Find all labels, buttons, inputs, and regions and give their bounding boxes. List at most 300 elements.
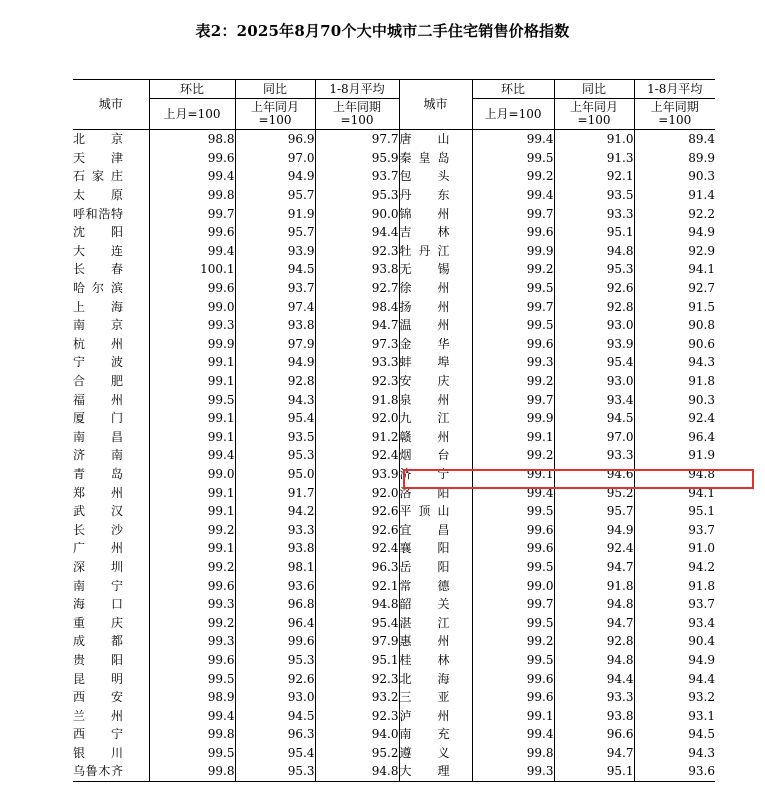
city-cell — [73, 539, 149, 558]
table-row — [73, 502, 715, 521]
mom-cell: 99.6 — [149, 223, 235, 242]
table-row — [73, 353, 715, 372]
yoy-cell: 93.3 — [235, 520, 315, 539]
mom-cell: 99.1 — [149, 502, 235, 521]
mom-cell: 99.1 — [149, 483, 235, 502]
city-cell — [399, 428, 472, 447]
table-row — [73, 558, 715, 577]
table-row — [73, 149, 715, 168]
city-name: 宜昌 — [399, 522, 450, 537]
mom-cell: 99.2 — [149, 613, 235, 632]
yoy-cell: 93.9 — [235, 242, 315, 261]
avg-cell: 91.8 — [634, 576, 715, 595]
table-row — [73, 130, 715, 149]
header-city: 城市 — [73, 80, 149, 130]
table-row — [73, 725, 715, 744]
header-mom-base-2: 上月=100 — [472, 99, 554, 130]
mom-cell: 99.5 — [472, 613, 554, 632]
yoy-cell: 96.3 — [235, 725, 315, 744]
mom-cell: 99.1 — [149, 409, 235, 428]
avg-cell: 94.8 — [315, 762, 399, 781]
yoy-cell: 93.5 — [554, 186, 634, 205]
city-cell — [73, 149, 149, 168]
city-cell — [73, 706, 149, 725]
avg-cell: 95.1 — [315, 651, 399, 670]
city-cell — [399, 762, 472, 781]
city-name: 北京 — [73, 132, 123, 147]
yoy-cell: 93.7 — [235, 279, 315, 298]
mom-cell: 99.3 — [149, 316, 235, 335]
yoy-cell: 95.3 — [235, 762, 315, 781]
yoy-cell: 93.0 — [554, 372, 634, 391]
city-name: 南宁 — [73, 578, 123, 593]
city-cell — [73, 744, 149, 763]
city-cell — [399, 595, 472, 614]
city-name: 牡丹江 — [399, 243, 450, 258]
city-cell — [399, 390, 472, 409]
mom-cell: 99.3 — [149, 632, 235, 651]
mom-cell: 99.3 — [472, 762, 554, 781]
city-name: 惠州 — [399, 634, 450, 649]
yoy-cell: 95.2 — [554, 483, 634, 502]
mom-cell: 99.1 — [149, 353, 235, 372]
mom-cell: 99.9 — [472, 409, 554, 428]
city-name: 三亚 — [399, 690, 450, 705]
yoy-cell: 94.7 — [554, 744, 634, 763]
yoy-cell: 93.3 — [554, 204, 634, 223]
yoy-cell: 95.1 — [554, 223, 634, 242]
table-title: 表2：2025年8月70个大中城市二手住宅销售价格指数 — [195, 22, 570, 40]
city-name: 西安 — [73, 690, 123, 705]
yoy-cell: 95.0 — [235, 465, 315, 484]
mom-cell: 99.2 — [472, 372, 554, 391]
avg-cell: 93.8 — [315, 260, 399, 279]
city-name: 长春 — [73, 262, 123, 277]
city-name: 上海 — [73, 299, 123, 314]
city-cell — [399, 353, 472, 372]
yoy-cell: 92.4 — [554, 539, 634, 558]
city-cell — [73, 613, 149, 632]
table-row — [73, 316, 715, 335]
mom-cell: 99.4 — [472, 483, 554, 502]
mom-cell: 99.5 — [472, 149, 554, 168]
header-mom: 环比 — [149, 80, 235, 99]
avg-cell: 95.4 — [315, 613, 399, 632]
avg-cell: 92.1 — [315, 576, 399, 595]
city-cell — [73, 297, 149, 316]
city-name: 温州 — [399, 318, 450, 333]
mom-cell: 99.6 — [472, 223, 554, 242]
city-name: 合肥 — [73, 374, 123, 389]
city-cell — [73, 632, 149, 651]
city-name: 包头 — [399, 169, 450, 184]
city-cell — [73, 669, 149, 688]
mom-cell: 99.6 — [149, 651, 235, 670]
city-cell — [73, 260, 149, 279]
city-cell — [399, 502, 472, 521]
avg-cell: 95.1 — [634, 502, 715, 521]
city-name: 昆明 — [73, 671, 123, 686]
header-city-2: 城市 — [399, 80, 472, 130]
city-name: 无锡 — [399, 262, 450, 277]
city-cell — [73, 186, 149, 205]
avg-cell: 95.9 — [315, 149, 399, 168]
avg-cell: 89.9 — [634, 149, 715, 168]
mom-cell: 99.9 — [149, 335, 235, 354]
city-cell — [399, 409, 472, 428]
yoy-cell: 95.4 — [235, 744, 315, 763]
city-name: 重庆 — [73, 615, 123, 630]
city-name: 贵阳 — [73, 652, 123, 667]
table-row — [73, 706, 715, 725]
city-cell — [73, 465, 149, 484]
city-cell — [399, 613, 472, 632]
city-cell — [399, 539, 472, 558]
mom-cell: 99.7 — [149, 204, 235, 223]
mom-cell: 99.6 — [472, 335, 554, 354]
avg-cell: 94.9 — [634, 223, 715, 242]
yoy-cell: 94.8 — [554, 242, 634, 261]
yoy-cell: 93.6 — [235, 576, 315, 595]
yoy-cell: 94.2 — [235, 502, 315, 521]
mom-cell: 99.7 — [472, 595, 554, 614]
avg-cell: 91.8 — [634, 372, 715, 391]
mom-cell: 99.8 — [149, 725, 235, 744]
city-cell — [399, 149, 472, 168]
mom-cell: 99.2 — [472, 446, 554, 465]
table-row — [73, 297, 715, 316]
city-name: 济宁 — [399, 466, 450, 481]
city-cell — [399, 372, 472, 391]
table-row — [73, 688, 715, 707]
mom-cell: 100.1 — [149, 260, 235, 279]
city-cell — [399, 446, 472, 465]
avg-cell: 94.5 — [634, 725, 715, 744]
city-name: 宁波 — [73, 355, 123, 370]
mom-cell: 98.8 — [149, 130, 235, 149]
yoy-cell: 94.9 — [235, 167, 315, 186]
city-cell — [399, 297, 472, 316]
table-row — [73, 260, 715, 279]
city-name: 桂林 — [399, 652, 450, 667]
city-name: 岳阳 — [399, 559, 450, 574]
yoy-cell: 94.9 — [235, 353, 315, 372]
city-cell — [73, 725, 149, 744]
avg-cell: 94.9 — [634, 651, 715, 670]
yoy-cell: 93.3 — [554, 688, 634, 707]
header-avg-base-2 — [634, 99, 715, 130]
mom-cell: 99.7 — [472, 390, 554, 409]
yoy-cell: 95.3 — [235, 446, 315, 465]
table-row — [73, 409, 715, 428]
avg-cell: 94.1 — [634, 483, 715, 502]
city-name: 韶关 — [399, 597, 450, 612]
table-row — [73, 223, 715, 242]
city-cell — [399, 186, 472, 205]
table-body — [73, 130, 715, 782]
avg-cell: 97.7 — [315, 130, 399, 149]
city-name: 襄阳 — [399, 541, 450, 556]
city-cell — [399, 651, 472, 670]
table-row — [73, 651, 715, 670]
city-cell — [73, 279, 149, 298]
city-cell — [73, 762, 149, 781]
city-name: 平顶山 — [399, 504, 450, 519]
city-name: 南充 — [399, 727, 450, 742]
avg-cell: 91.4 — [634, 186, 715, 205]
yoy-cell: 91.7 — [235, 483, 315, 502]
city-name: 杭州 — [73, 336, 123, 351]
city-cell — [73, 576, 149, 595]
table-row — [73, 576, 715, 595]
avg-cell: 89.4 — [634, 130, 715, 149]
yoy-cell: 92.6 — [554, 279, 634, 298]
yoy-cell: 95.4 — [554, 353, 634, 372]
city-name: 青岛 — [73, 466, 123, 481]
mom-cell: 99.5 — [472, 502, 554, 521]
city-cell — [399, 576, 472, 595]
avg-cell: 93.9 — [315, 465, 399, 484]
table-row — [73, 428, 715, 447]
city-name: 洛阳 — [399, 485, 450, 500]
mom-cell: 99.4 — [472, 725, 554, 744]
avg-cell: 93.7 — [634, 595, 715, 614]
mom-cell: 99.1 — [149, 539, 235, 558]
table-row — [73, 595, 715, 614]
city-name: 金华 — [399, 336, 450, 351]
city-name: 武汉 — [73, 504, 123, 519]
mom-cell: 99.6 — [149, 576, 235, 595]
mom-cell: 99.0 — [149, 465, 235, 484]
price-index-table — [73, 79, 715, 782]
yoy-cell: 96.8 — [235, 595, 315, 614]
city-cell — [73, 130, 149, 149]
yoy-cell: 93.8 — [235, 539, 315, 558]
city-cell — [73, 483, 149, 502]
table-row — [73, 465, 715, 484]
city-name: 太原 — [73, 188, 123, 203]
yoy-cell: 91.3 — [554, 149, 634, 168]
yoy-cell: 93.8 — [554, 706, 634, 725]
avg-cell: 94.2 — [634, 558, 715, 577]
yoy-cell: 94.7 — [554, 613, 634, 632]
avg-cell: 92.7 — [634, 279, 715, 298]
header-yoy-base-text-2: 上年同月=100 — [569, 100, 618, 127]
city-name: 西宁 — [73, 727, 123, 742]
avg-cell: 95.2 — [315, 744, 399, 763]
yoy-cell: 93.5 — [235, 428, 315, 447]
yoy-cell: 93.9 — [554, 335, 634, 354]
city-name: 郑州 — [73, 485, 123, 500]
yoy-cell: 91.0 — [554, 130, 634, 149]
mom-cell: 99.7 — [472, 204, 554, 223]
yoy-cell: 93.8 — [235, 316, 315, 335]
mom-cell: 99.5 — [149, 390, 235, 409]
mom-cell: 99.8 — [149, 762, 235, 781]
city-cell — [73, 335, 149, 354]
table-row — [73, 762, 715, 781]
yoy-cell: 94.8 — [554, 651, 634, 670]
city-name: 厦门 — [73, 411, 123, 426]
yoy-cell: 94.5 — [554, 409, 634, 428]
mom-cell: 99.5 — [472, 279, 554, 298]
city-name: 济南 — [73, 448, 123, 463]
city-cell — [73, 316, 149, 335]
mom-cell: 99.3 — [472, 353, 554, 372]
avg-cell: 97.3 — [315, 335, 399, 354]
yoy-cell: 94.4 — [554, 669, 634, 688]
header-avg-2: 1-8月平均 — [634, 80, 715, 99]
avg-cell: 92.9 — [634, 242, 715, 261]
yoy-cell: 93.4 — [554, 390, 634, 409]
city-cell — [399, 744, 472, 763]
city-name: 南昌 — [73, 429, 123, 444]
mom-cell: 98.9 — [149, 688, 235, 707]
city-cell — [399, 260, 472, 279]
mom-cell: 99.2 — [472, 260, 554, 279]
yoy-cell: 92.6 — [235, 669, 315, 688]
city-cell — [399, 558, 472, 577]
avg-cell: 93.4 — [634, 613, 715, 632]
city-cell — [73, 595, 149, 614]
avg-cell: 92.3 — [315, 242, 399, 261]
mom-cell: 99.4 — [149, 167, 235, 186]
table-row — [73, 335, 715, 354]
mom-cell: 99.8 — [149, 186, 235, 205]
header-avg: 1-8月平均 — [315, 80, 399, 99]
yoy-cell: 94.5 — [235, 706, 315, 725]
city-cell — [73, 502, 149, 521]
city-name: 大理 — [399, 764, 450, 779]
city-cell — [73, 204, 149, 223]
table-row — [73, 632, 715, 651]
avg-cell: 91.5 — [634, 297, 715, 316]
table-row — [73, 279, 715, 298]
avg-cell: 94.7 — [315, 316, 399, 335]
mom-cell: 99.6 — [472, 669, 554, 688]
mom-cell: 99.6 — [472, 520, 554, 539]
mom-cell: 99.1 — [472, 465, 554, 484]
mom-cell: 99.1 — [149, 428, 235, 447]
avg-cell: 98.4 — [315, 297, 399, 316]
header-avg-base-text: 上年同期=100 — [332, 100, 381, 127]
city-cell — [399, 706, 472, 725]
yoy-cell: 94.3 — [235, 390, 315, 409]
avg-cell: 94.1 — [634, 260, 715, 279]
city-name: 安庆 — [399, 374, 450, 389]
mom-cell: 99.2 — [472, 167, 554, 186]
yoy-cell: 97.4 — [235, 297, 315, 316]
yoy-cell: 97.9 — [235, 335, 315, 354]
city-name: 烟台 — [399, 448, 450, 463]
yoy-cell: 98.1 — [235, 558, 315, 577]
avg-cell: 95.3 — [315, 186, 399, 205]
mom-cell: 99.7 — [472, 297, 554, 316]
yoy-cell: 95.7 — [235, 223, 315, 242]
avg-cell: 92.4 — [315, 446, 399, 465]
avg-cell: 92.3 — [315, 372, 399, 391]
yoy-cell: 94.7 — [554, 558, 634, 577]
yoy-cell: 96.4 — [235, 613, 315, 632]
city-name: 哈尔滨 — [73, 281, 123, 296]
city-cell — [399, 130, 472, 149]
city-cell — [399, 335, 472, 354]
city-cell — [399, 223, 472, 242]
yoy-cell: 95.7 — [235, 186, 315, 205]
avg-cell: 90.3 — [634, 390, 715, 409]
city-cell — [399, 632, 472, 651]
mom-cell: 99.5 — [472, 651, 554, 670]
city-cell — [399, 242, 472, 261]
avg-cell: 90.4 — [634, 632, 715, 651]
city-name: 吉林 — [399, 225, 450, 240]
yoy-cell: 92.8 — [554, 297, 634, 316]
mom-cell: 99.9 — [472, 242, 554, 261]
city-cell — [73, 520, 149, 539]
mom-cell: 99.2 — [149, 558, 235, 577]
city-name: 银川 — [73, 745, 123, 760]
mom-cell: 99.0 — [149, 297, 235, 316]
table-row — [73, 520, 715, 539]
avg-cell: 92.6 — [315, 502, 399, 521]
avg-cell: 93.3 — [315, 353, 399, 372]
city-name: 常德 — [399, 578, 450, 593]
mom-cell: 99.1 — [472, 428, 554, 447]
city-name: 遵义 — [399, 745, 450, 760]
table-row — [73, 669, 715, 688]
city-name: 秦皇岛 — [399, 150, 450, 165]
yoy-cell: 97.0 — [554, 428, 634, 447]
avg-cell: 90.8 — [634, 316, 715, 335]
mom-cell: 99.2 — [149, 520, 235, 539]
city-cell — [399, 279, 472, 298]
yoy-cell: 94.9 — [554, 520, 634, 539]
city-name: 南京 — [73, 318, 123, 333]
city-name: 沈阳 — [73, 225, 123, 240]
city-cell — [73, 688, 149, 707]
city-cell — [399, 725, 472, 744]
mom-cell: 99.2 — [472, 632, 554, 651]
city-name: 石家庄 — [73, 169, 123, 184]
yoy-cell: 94.8 — [554, 595, 634, 614]
yoy-cell: 91.9 — [235, 204, 315, 223]
yoy-cell: 94.6 — [554, 465, 634, 484]
city-name: 徐州 — [399, 281, 450, 296]
yoy-cell: 96.6 — [554, 725, 634, 744]
city-name: 赣州 — [399, 429, 450, 444]
city-name: 扬州 — [399, 299, 450, 314]
avg-cell: 94.8 — [315, 595, 399, 614]
avg-cell: 92.3 — [315, 706, 399, 725]
mom-cell: 99.6 — [472, 539, 554, 558]
avg-cell: 94.3 — [634, 744, 715, 763]
city-cell — [73, 353, 149, 372]
city-name: 蚌埠 — [399, 355, 450, 370]
city-name: 泸州 — [399, 708, 450, 723]
city-name: 九江 — [399, 411, 450, 426]
avg-cell: 92.2 — [634, 204, 715, 223]
yoy-cell: 92.1 — [554, 167, 634, 186]
avg-cell: 97.9 — [315, 632, 399, 651]
city-cell — [73, 651, 149, 670]
avg-cell: 91.2 — [315, 428, 399, 447]
mom-cell: 99.4 — [472, 186, 554, 205]
avg-cell: 92.6 — [315, 520, 399, 539]
avg-cell: 93.1 — [634, 706, 715, 725]
mom-cell: 99.5 — [149, 669, 235, 688]
table-row — [73, 483, 715, 502]
avg-cell: 94.4 — [315, 223, 399, 242]
